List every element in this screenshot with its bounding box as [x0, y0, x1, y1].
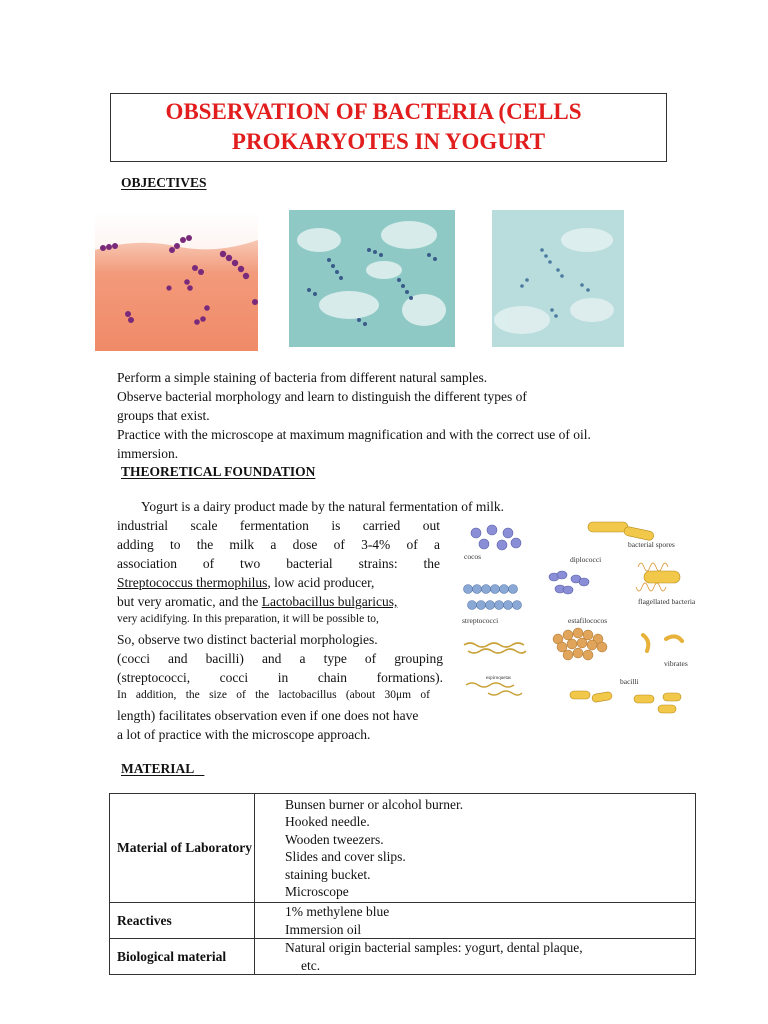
item-text: Bunsen burner or alcohol burner. — [285, 796, 464, 812]
material-row-items — [255, 794, 696, 903]
item-text: Slides and cover slips. — [285, 849, 406, 864]
list-item — [285, 813, 695, 831]
theory-line-5 — [117, 573, 452, 592]
item-text: 1% methylene blue — [285, 904, 390, 919]
item-text: Wooden tweezers. — [285, 831, 384, 847]
objectives-label: OBJECTIVES — [121, 175, 207, 190]
theory-line-9: (cocci and bacilli) and a type of grouping — [117, 651, 443, 666]
theory-line-6 — [117, 592, 452, 611]
label-estafilococos: estafilococos — [568, 616, 608, 625]
theory-line-11: In addition, the size of the lactobacillus (about 30μm of — [117, 689, 430, 701]
list-item — [285, 848, 695, 866]
label-diplococci: diplococci — [570, 555, 602, 564]
theory-line-8: So, observe two distinct bacterial morphologies. — [117, 632, 378, 647]
objectives-line-2: Observe bacterial morphology and learn to distinguish the different types of — [117, 389, 527, 404]
list-item-continuation: etc. — [301, 957, 321, 973]
label-streptococci: streptococci — [462, 616, 499, 625]
material-table — [109, 793, 696, 975]
table-row — [110, 939, 696, 975]
document-title-line-1: OBSERVATION OF BACTERIA (CELLS — [165, 99, 582, 124]
table-row — [110, 794, 696, 903]
title-box — [110, 93, 667, 162]
micrograph-methylene-blue-1 — [289, 210, 455, 347]
item-text: Immersion oil — [285, 921, 362, 937]
label-cocos: cocos — [464, 552, 482, 561]
label-vibrates: vibrates — [664, 659, 688, 668]
theory-first-line: Yogurt is a dairy product made by the natural fermentation of milk. — [141, 499, 505, 514]
label-bacilli: bacilli — [620, 677, 639, 686]
theory-line-7: very acidifying. In this preparation, it will be possible to, — [117, 613, 379, 625]
item-text: Microscope — [285, 884, 349, 899]
objectives-line-5: immersion. — [117, 446, 179, 461]
theory-strep-after: , low acid producer, — [267, 575, 375, 590]
list-item — [285, 866, 695, 884]
micrograph-methylene-blue-2 — [492, 210, 624, 347]
label-spirochetes: espiroquetas — [486, 676, 511, 681]
theory-line-4: association of two bacterial strains: the — [117, 556, 440, 571]
table-row — [110, 903, 696, 939]
theory-line-10: (streptococci, cocci in chain formations). — [117, 670, 443, 685]
list-item — [285, 903, 695, 921]
section-heading-theory — [117, 464, 315, 480]
theory-line-12: length) facilitates observation even if one does not have — [117, 708, 419, 723]
list-item — [285, 796, 695, 814]
document-title-line-2: PROKARYOTES IN YOGURT — [231, 129, 546, 154]
biological-row-label: Biological material — [110, 939, 255, 975]
list-item — [285, 939, 695, 957]
micrograph-gram-stain — [95, 210, 258, 351]
label-bacterial-spores: bacterial spores — [628, 540, 675, 549]
list-item — [285, 831, 695, 849]
objectives-paragraph — [117, 368, 591, 463]
theory-line-13: a lot of practice with the microscope approach. — [117, 727, 371, 742]
biological-row-items — [255, 939, 696, 975]
objectives-line-1: Perform a simple staining of bacteria from different natural samples. — [117, 370, 488, 385]
objectives-line-3: groups that exist. — [117, 408, 210, 423]
label-flagellated-bacteria: flagellated bacteria — [638, 597, 696, 606]
item-text: staining bucket. — [285, 866, 371, 882]
theory-line-3: adding to the milk a dose of 3-4% of a — [117, 537, 440, 552]
list-item — [285, 921, 695, 939]
reactives-row-label: Reactives — [110, 903, 255, 939]
theory-label: THEORETICAL FOUNDATION — [121, 464, 316, 479]
material-label: MATERIAL — [121, 761, 195, 776]
theory-line-2: industrial scale fermentation is carried out — [117, 518, 440, 533]
item-text: Natural origin bacterial samples: yogurt, dental plaque, — [285, 940, 583, 955]
list-item — [285, 883, 695, 901]
item-text: Hooked needle. — [285, 814, 370, 829]
objectives-line-4: Practice with the microscope at maximum magnification and with the correct use of oil. — [117, 427, 591, 442]
section-heading-material — [117, 761, 204, 777]
reactives-row-items — [255, 903, 696, 939]
streptococcus-name: Streptococcus thermophilus — [117, 575, 268, 590]
bacterial-morphology-diagram — [458, 517, 698, 715]
theory-lacto-before: but very aromatic, and the — [117, 594, 262, 609]
section-heading-objectives — [117, 175, 207, 191]
lactobacillus-name: Lactobacillus bulgaricus, — [261, 594, 398, 609]
material-row-label: Material of Laboratory — [110, 794, 255, 903]
